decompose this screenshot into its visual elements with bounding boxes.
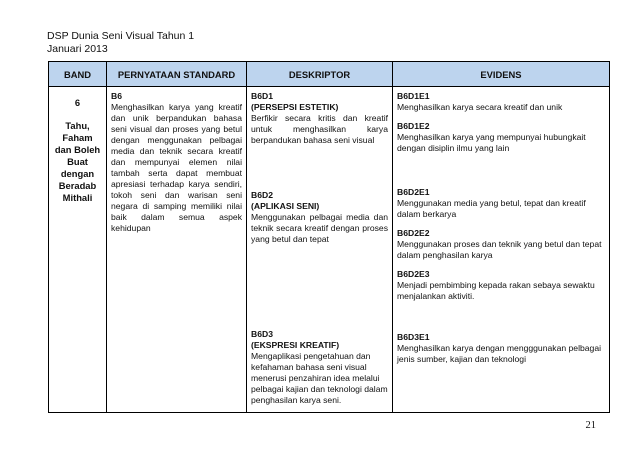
evidence-code: B6D1E2 — [397, 121, 430, 131]
descriptor-text: Menggunakan pelbagai media dan teknik secara kreatif dengan proses yang betul dan tepat — [251, 212, 388, 244]
evidence-code: B6D2E1 — [397, 187, 430, 197]
table-row — [49, 87, 610, 413]
band-cell — [49, 87, 107, 413]
evidence-text: Menjadi pembimbing kepada rakan sebaya sewaktu menjalankan aktiviti. — [397, 280, 595, 301]
document-title: DSP Dunia Seni Visual Tahun 1 — [47, 30, 195, 42]
column-header-standard: PERNYATAAN STANDARD — [107, 62, 247, 87]
evidence-code: B6D1E1 — [397, 91, 430, 101]
column-header-band: BAND — [49, 62, 107, 87]
descriptor-code: B6D2 — [251, 190, 273, 200]
descriptor-title: (EKSPRESI KREATIF) — [251, 340, 340, 350]
evidence-cell — [393, 87, 610, 413]
descriptor-text: Mengaplikasi pengetahuan dan kefahaman bahasa seni visual menerusi penzahiran idea melalui pelbagai kajian dan teknologi dalam penghasilan karya seni. — [251, 351, 388, 405]
evidence-text: Menghasilkan karya yang mempunyai hubungkait dengan disiplin ilmu yang lain — [397, 132, 586, 153]
evidence-code: B6D2E3 — [397, 269, 430, 279]
evidence-text: Menghasilkan karya dengan mengggunakan pelbagai jenis sumber, kajian dan teknologi — [397, 343, 602, 364]
document-date: Januari 2013 — [47, 43, 108, 55]
table-header-row — [49, 62, 610, 87]
band-number: 6 — [74, 97, 81, 108]
standards-table — [48, 61, 610, 413]
standard-cell — [107, 87, 247, 413]
descriptor-cell — [247, 87, 393, 413]
column-header-descriptor: DESKRIPTOR — [247, 62, 393, 87]
evidence-text: Menggunakan media yang betul, tepat dan kreatif dalam berkarya — [397, 198, 586, 219]
descriptor-code: B6D1 — [251, 91, 273, 101]
standard-text: Menghasilkan karya yang kreatif dan unik berpandukan bahasa seni visual dan proses yang betul dengan menggunakan pelbagai media dan teknik secara kreatif dan mempunyai elemen nilai tambah serta dapat membuat apresiasi terhadap karya sendiri, tokoh seni dan warisan seni negara di samping memiliki nilai baik dalam semua aspek kehidupan — [111, 102, 242, 233]
column-header-evidence: EVIDENS — [393, 62, 610, 87]
page-number: 21 — [585, 420, 596, 431]
band-label: Tahu, Faham dan Boleh Buat dengan Beradab Mithali — [54, 120, 101, 203]
descriptor-title: (PERSEPSI ESTETIK) — [251, 102, 339, 112]
evidence-text: Menghasilkan karya secara kreatif dan unik — [397, 102, 563, 112]
document-header — [47, 30, 194, 56]
descriptor-title: (APLIKASI SENI) — [251, 201, 320, 211]
evidence-text: Menggunakan proses dan teknik yang betul dan tepat dalam penghasilan karya — [397, 239, 602, 260]
evidence-code: B6D3E1 — [397, 332, 430, 342]
descriptor-code: B6D3 — [251, 329, 273, 339]
standard-code: B6 — [111, 91, 122, 101]
descriptor-text: Berfikir secara kritis dan kreatif untuk menghasilkan karya berpandukan bahasa seni visual — [251, 113, 388, 145]
evidence-code: B6D2E2 — [397, 228, 430, 238]
